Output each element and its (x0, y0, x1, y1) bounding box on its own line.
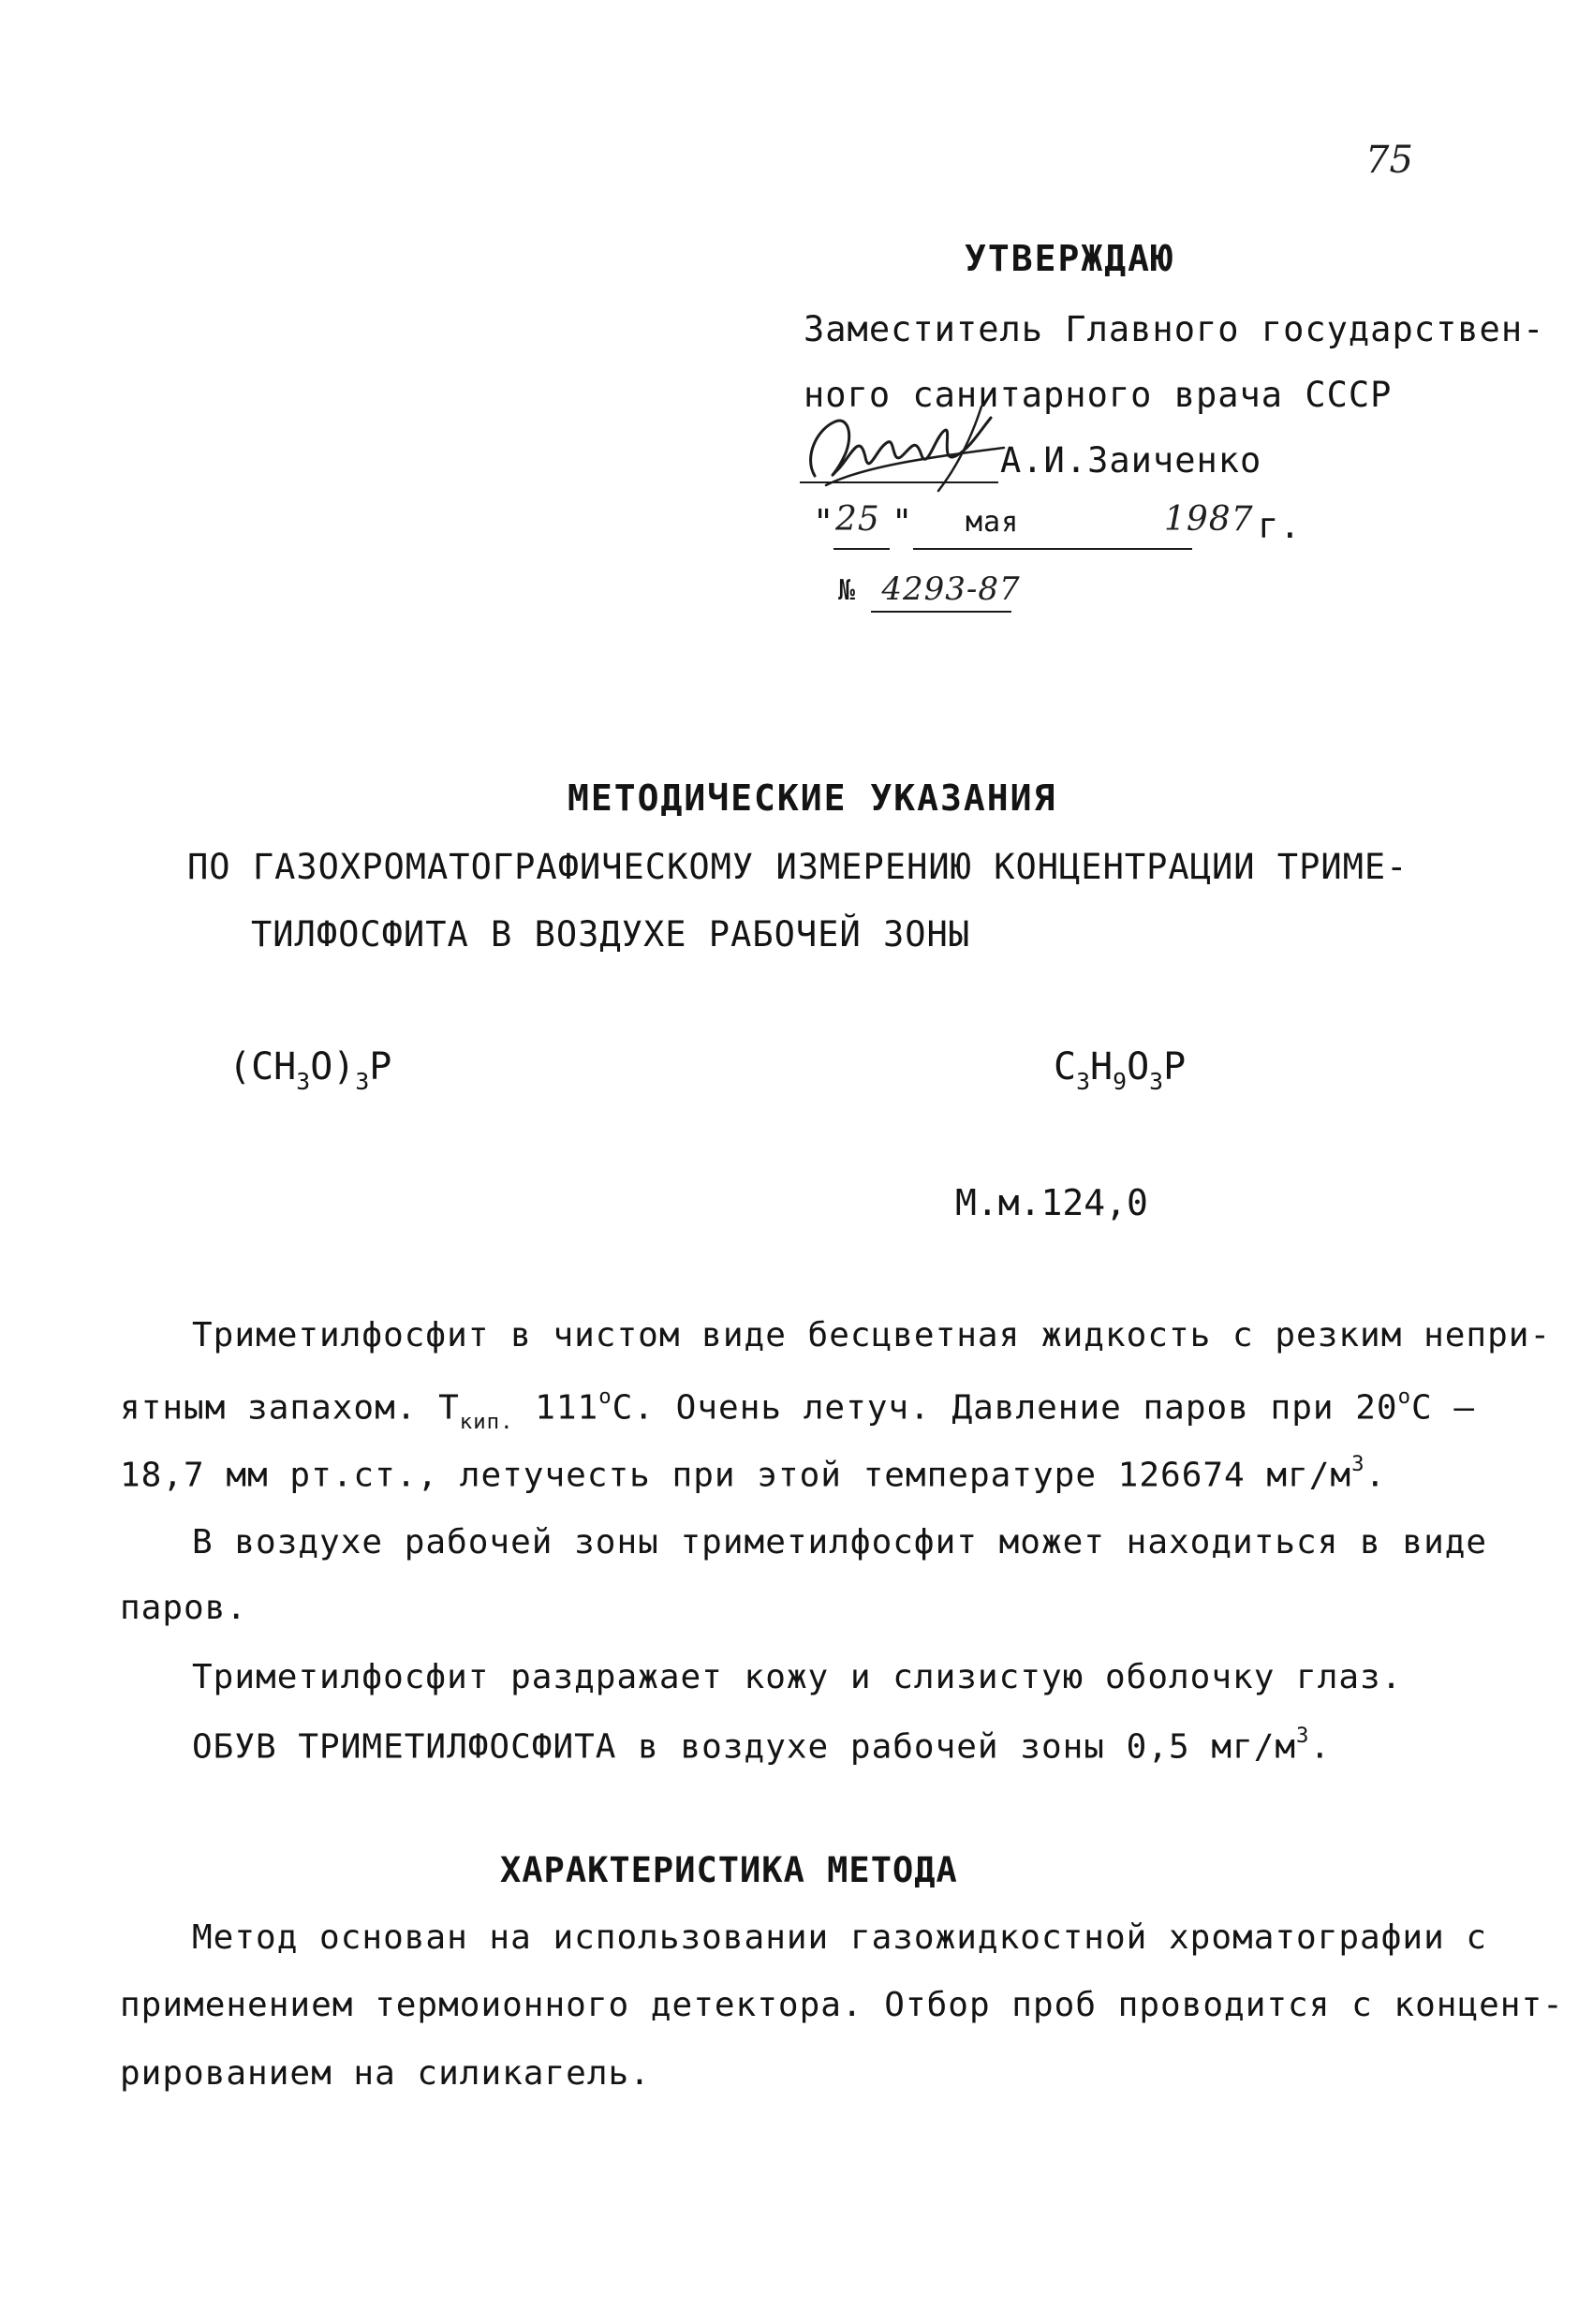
method-line: рированием на силикагель. (120, 2054, 651, 2093)
document-subtitle-line1: ПО ГАЗОХРОМАТОГРАФИЧЕСКОМУ ИЗМЕРЕНИЮ КОНЦЕНТРАЦИИ ТРИМЕ- (187, 847, 1409, 887)
document-title: МЕТОДИЧЕСКИЕ УКАЗАНИЯ (568, 777, 1057, 819)
method-line: применением термоионного детектора. Отбор проб проводится с концент- (120, 1986, 1564, 2024)
date-month-underline (913, 548, 1192, 550)
number-prefix: № (838, 574, 857, 607)
description-line: Триметилфосфит раздражает кожу и слизистую оболочку глаз. (192, 1658, 1403, 1696)
molecular-mass: М.м.124,0 (955, 1182, 1148, 1223)
date-day-underline (833, 548, 890, 550)
date-day: 25 (835, 500, 880, 539)
description-line: Триметилфосфит в чистом виде бесцветная жидкость с резким непри- (192, 1316, 1552, 1354)
date-month: мая (966, 506, 1020, 539)
date-year: 1987 (1164, 500, 1254, 539)
number-underline (871, 611, 1011, 613)
approval-position-line2: ного санитарного врача СССР (804, 375, 1393, 415)
number-value: 4293-87 (881, 570, 1021, 608)
method-line: Метод основан на использовании газожидкостной хроматографии с (192, 1918, 1488, 1957)
exposure-limit-line: ОБУВ ТРИМЕТИЛФОСФИТА в воздухе рабочей зоны 0,5 $мг/м^3$. (192, 1724, 1332, 1767)
document-subtitle-line2: ТИЛФОСФИТА В ВОЗДУХЕ РАБОЧЕЙ ЗОНЫ (251, 914, 971, 955)
molecular-formula: $C_3H_9O_3P$ (1054, 1045, 1187, 1096)
approval-number (838, 568, 1021, 608)
page-number: 75 (1365, 139, 1413, 182)
approval-position-line1: Заместитель Главного государствен- (804, 309, 1545, 349)
signature-line (800, 481, 998, 483)
description-line: 18,7 мм рт.ст., летучесть при этой температуре 126674 $мг/м^3$. (120, 1452, 1387, 1495)
structural-formula: $(CH_3O)_3P$ (229, 1045, 392, 1096)
signatory-name: А.И.Заиченко (1000, 440, 1262, 481)
description-line: паров. (120, 1589, 248, 1627)
date-suffix: г. (1258, 506, 1302, 546)
handwritten-signature (798, 401, 1023, 506)
description-line: В воздухе рабочей зоны триметилфосфит может находиться в виде (192, 1523, 1488, 1562)
section-heading: ХАРАКТЕРИСТИКА МЕТОДА (500, 1850, 958, 1890)
approval-heading: УТВЕРЖДАЮ (965, 238, 1174, 279)
description-line: ятным запахом. $Т_{кип.}$ $111^оС$. Очень летуч. Давление паров при $20^оС$ – (120, 1384, 1476, 1434)
